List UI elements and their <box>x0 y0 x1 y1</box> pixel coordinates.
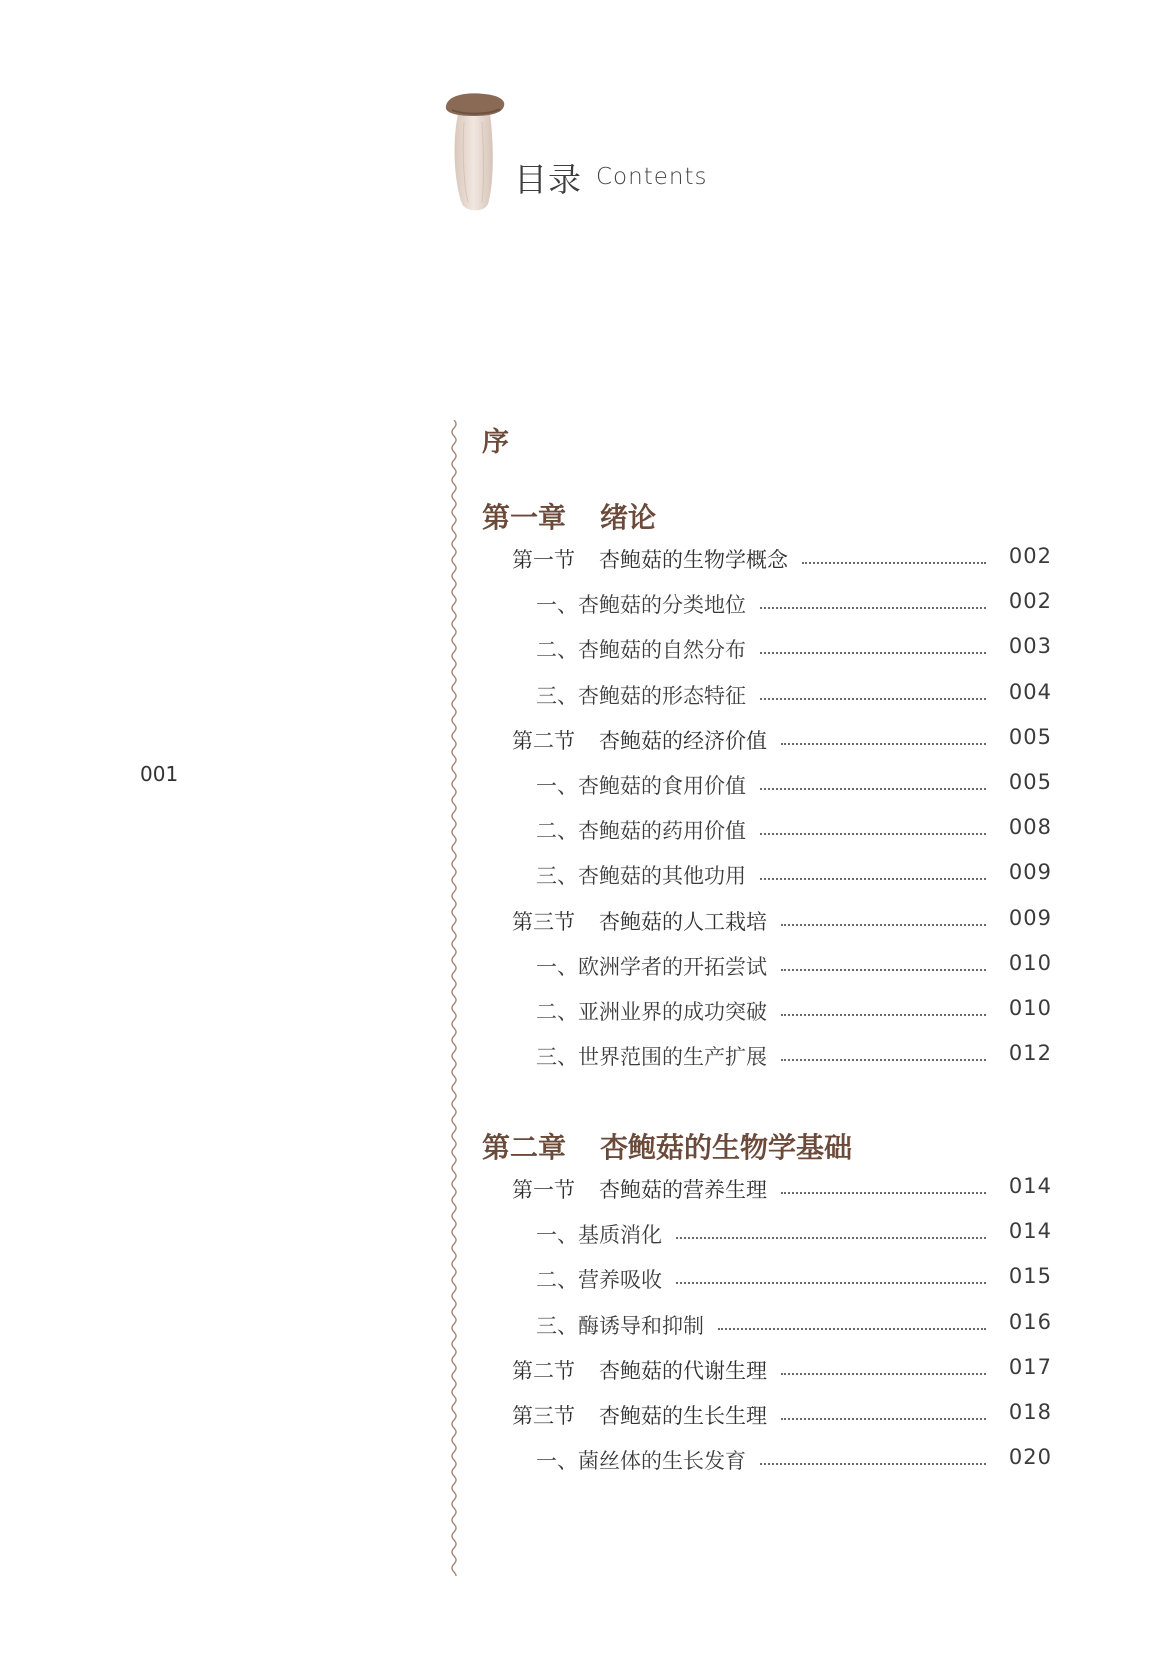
toc-section-entry[interactable] <box>482 1353 1052 1387</box>
page-ref: 004 <box>1008 679 1052 704</box>
dot-leader <box>781 1014 986 1016</box>
entry-label <box>512 906 767 936</box>
toc-subsection-entry[interactable] <box>482 813 1052 847</box>
page-ref: 002 <box>1008 589 1052 614</box>
section-number: 第一节 <box>512 1178 575 1202</box>
dot-leader <box>760 833 986 835</box>
entry-label: 一、欧洲学者的开拓尝试 <box>536 954 767 979</box>
page-ref: 010 <box>1008 996 1052 1020</box>
entry-label: 一、菌丝体的生长发育 <box>536 1449 746 1474</box>
page-ref: 009 <box>1008 905 1052 930</box>
page-ref: 010 <box>1008 950 1052 975</box>
page-number: 001 <box>140 762 179 786</box>
page-ref: 020 <box>1008 1445 1052 1470</box>
section-number: 第三节 <box>512 1404 575 1428</box>
dot-leader <box>760 788 986 790</box>
section-title: 杏鲍菇的营养生理 <box>599 1178 767 1202</box>
entry-label: 一、基质消化 <box>536 1223 662 1248</box>
section-number: 第二节 <box>512 728 575 753</box>
page-ref: 014 <box>1008 1219 1052 1244</box>
toc-header <box>444 92 744 222</box>
toc-subsection-entry[interactable] <box>482 994 1052 1028</box>
dot-leader <box>781 1418 986 1420</box>
mushroom-illustration <box>444 92 508 216</box>
entry-label: 二、杏鲍菇的药用价值 <box>536 819 746 844</box>
toc-section-entry[interactable] <box>482 542 1052 576</box>
section-number: 第二节 <box>512 1358 575 1383</box>
page-ref: 005 <box>1008 724 1052 749</box>
toc-subsection-entry[interactable] <box>482 632 1052 666</box>
chapter-number: 第一章 <box>482 501 567 534</box>
chapter-title: 杏鲍菇的生物学基础 <box>600 1131 853 1164</box>
section-number: 第三节 <box>512 909 575 934</box>
toc-section-entry[interactable] <box>482 723 1052 757</box>
dot-leader <box>760 878 986 880</box>
toc-title-english: Contents <box>596 164 708 190</box>
dot-leader <box>760 1463 986 1465</box>
dot-leader <box>781 924 986 926</box>
page-ref: 016 <box>1008 1309 1052 1334</box>
dot-leader <box>760 607 986 609</box>
section-title: 杏鲍菇的生物学概念 <box>599 548 788 572</box>
section-number: 第一节 <box>512 548 575 572</box>
entry-label <box>512 725 767 755</box>
dot-leader <box>781 969 986 971</box>
toc-section-entry[interactable] <box>482 1172 1052 1206</box>
dot-leader <box>676 1282 986 1284</box>
entry-label: 三、世界范围的生产扩展 <box>536 1045 767 1070</box>
section-title: 杏鲍菇的人工栽培 <box>599 909 767 934</box>
page-ref: 012 <box>1008 1041 1052 1066</box>
entry-label: 一、杏鲍菇的食用价值 <box>536 774 746 798</box>
page-ref: 015 <box>1008 1264 1052 1289</box>
dot-leader <box>760 652 986 654</box>
toc-subsection-entry[interactable] <box>482 768 1052 802</box>
entry-label <box>512 1355 767 1385</box>
wavy-divider <box>448 420 460 1576</box>
page-ref: 014 <box>1008 1174 1052 1198</box>
dot-leader <box>760 698 986 700</box>
entry-label <box>512 1400 767 1430</box>
toc-subsection-entry[interactable] <box>482 1262 1052 1296</box>
chapter-number: 第二章 <box>482 1131 567 1164</box>
section-title: 杏鲍菇的经济价值 <box>599 728 767 753</box>
page-ref: 002 <box>1008 544 1052 568</box>
entry-label: 一、杏鲍菇的分类地位 <box>536 593 746 618</box>
page-ref: 008 <box>1008 815 1052 840</box>
toc-entry-preface[interactable]: 序 <box>482 427 509 458</box>
toc-section-entry[interactable] <box>482 904 1052 938</box>
toc-subsection-entry[interactable] <box>482 1039 1052 1073</box>
toc-subsection-entry[interactable] <box>482 1443 1052 1477</box>
chapter-title: 绪论 <box>600 501 657 534</box>
dot-leader <box>802 562 986 564</box>
toc-title: 目录 <box>514 160 582 199</box>
entry-label: 二、杏鲍菇的自然分布 <box>536 638 746 663</box>
dot-leader <box>781 1373 986 1375</box>
dot-leader <box>718 1328 986 1330</box>
entry-label: 三、杏鲍菇的其他功用 <box>536 864 746 889</box>
toc-subsection-entry[interactable] <box>482 949 1052 983</box>
chapter-heading[interactable] <box>482 496 656 536</box>
toc-subsection-entry[interactable] <box>482 1217 1052 1251</box>
toc-subsection-entry[interactable] <box>482 587 1052 621</box>
section-title: 杏鲍菇的代谢生理 <box>599 1358 767 1383</box>
entry-label <box>512 1174 767 1204</box>
chapter-heading[interactable] <box>482 1126 852 1166</box>
toc-subsection-entry[interactable] <box>482 858 1052 892</box>
page-ref: 005 <box>1008 770 1052 794</box>
toc-subsection-entry[interactable] <box>482 678 1052 712</box>
entry-label: 二、营养吸收 <box>536 1268 662 1293</box>
entry-label <box>512 544 788 574</box>
page-ref: 009 <box>1008 860 1052 885</box>
entry-label: 二、亚洲业界的成功突破 <box>536 1000 767 1024</box>
toc-subsection-entry[interactable] <box>482 1308 1052 1342</box>
toc-section-entry[interactable] <box>482 1398 1052 1432</box>
dot-leader <box>781 1059 986 1061</box>
section-title: 杏鲍菇的生长生理 <box>599 1404 767 1428</box>
dot-leader <box>781 743 986 745</box>
dot-leader <box>676 1237 986 1239</box>
page-ref: 018 <box>1008 1400 1052 1424</box>
page-ref: 003 <box>1008 634 1052 659</box>
dot-leader <box>781 1192 986 1194</box>
entry-label: 三、杏鲍菇的形态特征 <box>536 683 746 708</box>
page-ref: 017 <box>1008 1354 1052 1379</box>
entry-label: 三、酶诱导和抑制 <box>536 1313 704 1338</box>
